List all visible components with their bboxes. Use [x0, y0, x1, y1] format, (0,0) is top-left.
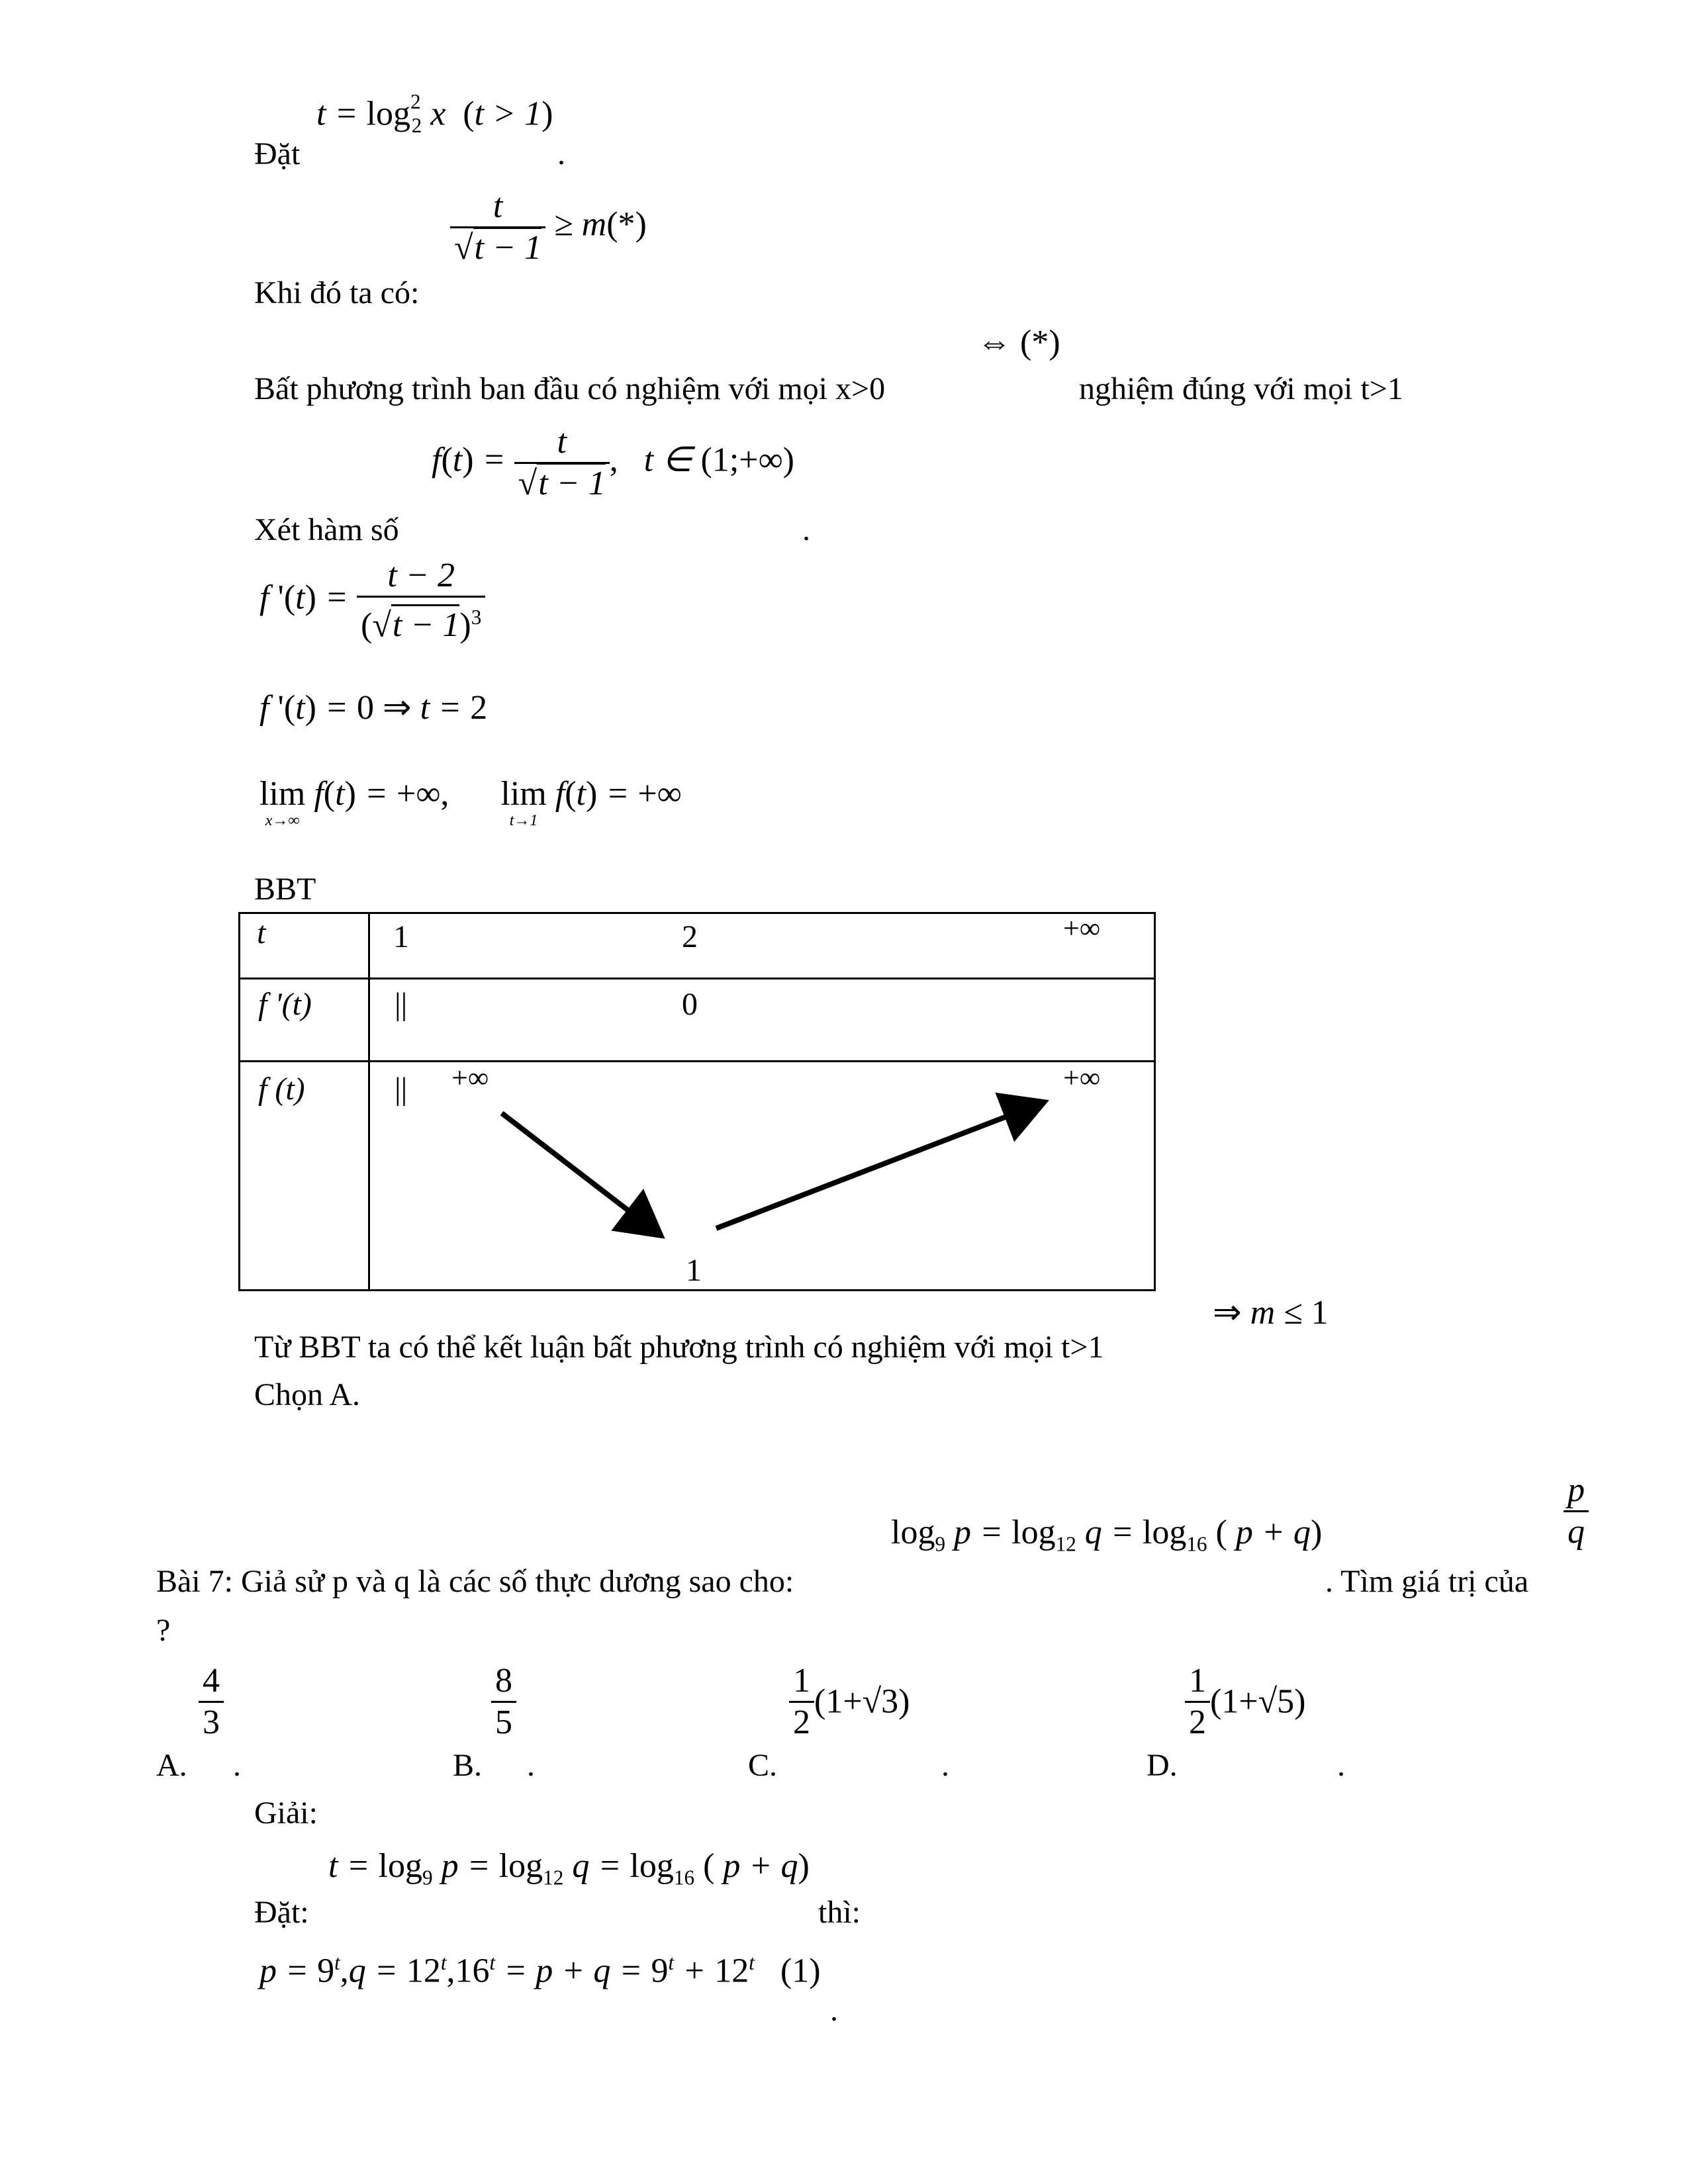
header-fprime: f '(t) — [258, 987, 312, 1022]
formula-derivative: f '(t) = $\frac{t - 2}{(√t - 1)^3}$ — [259, 556, 485, 645]
formula-critical: f '(t) = 0 ⇒ t = 2 — [259, 689, 488, 727]
dot: . — [941, 1748, 949, 1783]
tu-bbt-text: Từ BBT ta có thể kết luận bất phương trình có nghiệm với mọi t>1 — [254, 1330, 1104, 1365]
tim-text: . Tìm giá trị của — [1325, 1564, 1529, 1599]
f-right-inf: +∞ — [1063, 1062, 1101, 1094]
dat-label: Đặt — [254, 136, 301, 171]
formula-t-def: $t = \log^2_2 x$ (t > 1) — [316, 90, 553, 137]
bai7-text: Bài 7: Giả sử p và q là các số thực dương sao cho: — [156, 1564, 794, 1599]
option-a-value: $\frac{4}{3}$ — [199, 1661, 224, 1743]
dot: . — [802, 512, 810, 547]
fprime-zero: 0 — [682, 987, 698, 1022]
chon-text: Chọn A. — [254, 1377, 361, 1412]
dot: . — [1337, 1748, 1345, 1783]
dot: . — [527, 1748, 535, 1783]
increasing-arrow — [716, 1104, 1039, 1228]
decreasing-arrow — [502, 1113, 657, 1232]
formula-log-equation: $\log_9 p = \log_{12} q = \log_{16}$ ( p + q) — [891, 1514, 1323, 1556]
nghiem-dung-text: nghiệm đúng với mọi t>1 — [1079, 371, 1403, 406]
fprime-bar: || — [395, 987, 408, 1022]
option-b-label: B. — [453, 1748, 483, 1783]
formula-inequality: $\frac{t}{√t - 1}$ ≥ m(*) — [450, 187, 647, 268]
dot: . — [557, 136, 565, 171]
f-bar: || — [395, 1071, 408, 1107]
formula-exponential: $p = 9^t,q = 12^t,16^t = p + q = 9^t + 12^t$ (1) — [259, 1951, 821, 1990]
question-mark: ? — [156, 1613, 171, 1648]
formula-limits: lim x→∞ f(t) = +∞, lim t→1 f(t) = +∞ — [259, 775, 682, 829]
f-min-value: 1 — [686, 1253, 702, 1288]
option-a-label: A. — [156, 1748, 187, 1783]
formula-f-def: f(t) = $\frac{t}{√t - 1}$ , t ∈ (1;+∞) — [432, 423, 794, 502]
option-c-value: $\frac{1}{2}$ (1+√3) — [789, 1661, 910, 1743]
f-left-inf: +∞ — [451, 1062, 489, 1094]
khi-do-text: Khi đó ta có: — [254, 275, 420, 310]
header-t: t — [257, 915, 266, 950]
option-d-label: D. — [1147, 1748, 1178, 1783]
option-d-value: $\frac{1}{2}$ (1+√5) — [1185, 1661, 1306, 1743]
bbt-label: BBT — [254, 872, 316, 907]
header-f: f (t) — [258, 1071, 305, 1107]
giai-label: Giải: — [254, 1796, 318, 1831]
thi-label: thì: — [818, 1895, 861, 1930]
dot: . — [233, 1748, 241, 1783]
bat-pt-text: Bất phương trình ban đầu có nghiệm với mọi x>0 — [254, 371, 886, 406]
option-c-label: C. — [748, 1748, 778, 1783]
dat2-label: Đặt: — [254, 1895, 309, 1930]
formula-conclusion: ⇒ m ≤ 1 — [1213, 1294, 1329, 1332]
option-b-value: $\frac{8}{5}$ — [491, 1661, 516, 1743]
formula-t-log: $t = \log_9 p = \log_{12} q = \log_{16}$ ( p + q) — [328, 1847, 810, 1889]
dot: . — [830, 1993, 838, 2028]
t-value-inf: +∞ — [1063, 912, 1101, 944]
formula-equiv: ⇔ (*) — [977, 324, 1060, 361]
t-value-2: 2 — [682, 919, 698, 954]
formula-p-over-q: $\frac{p}{q}$ — [1564, 1471, 1589, 1552]
t-value-1: 1 — [393, 919, 409, 954]
xet-ham-text: Xét hàm số — [254, 512, 399, 547]
